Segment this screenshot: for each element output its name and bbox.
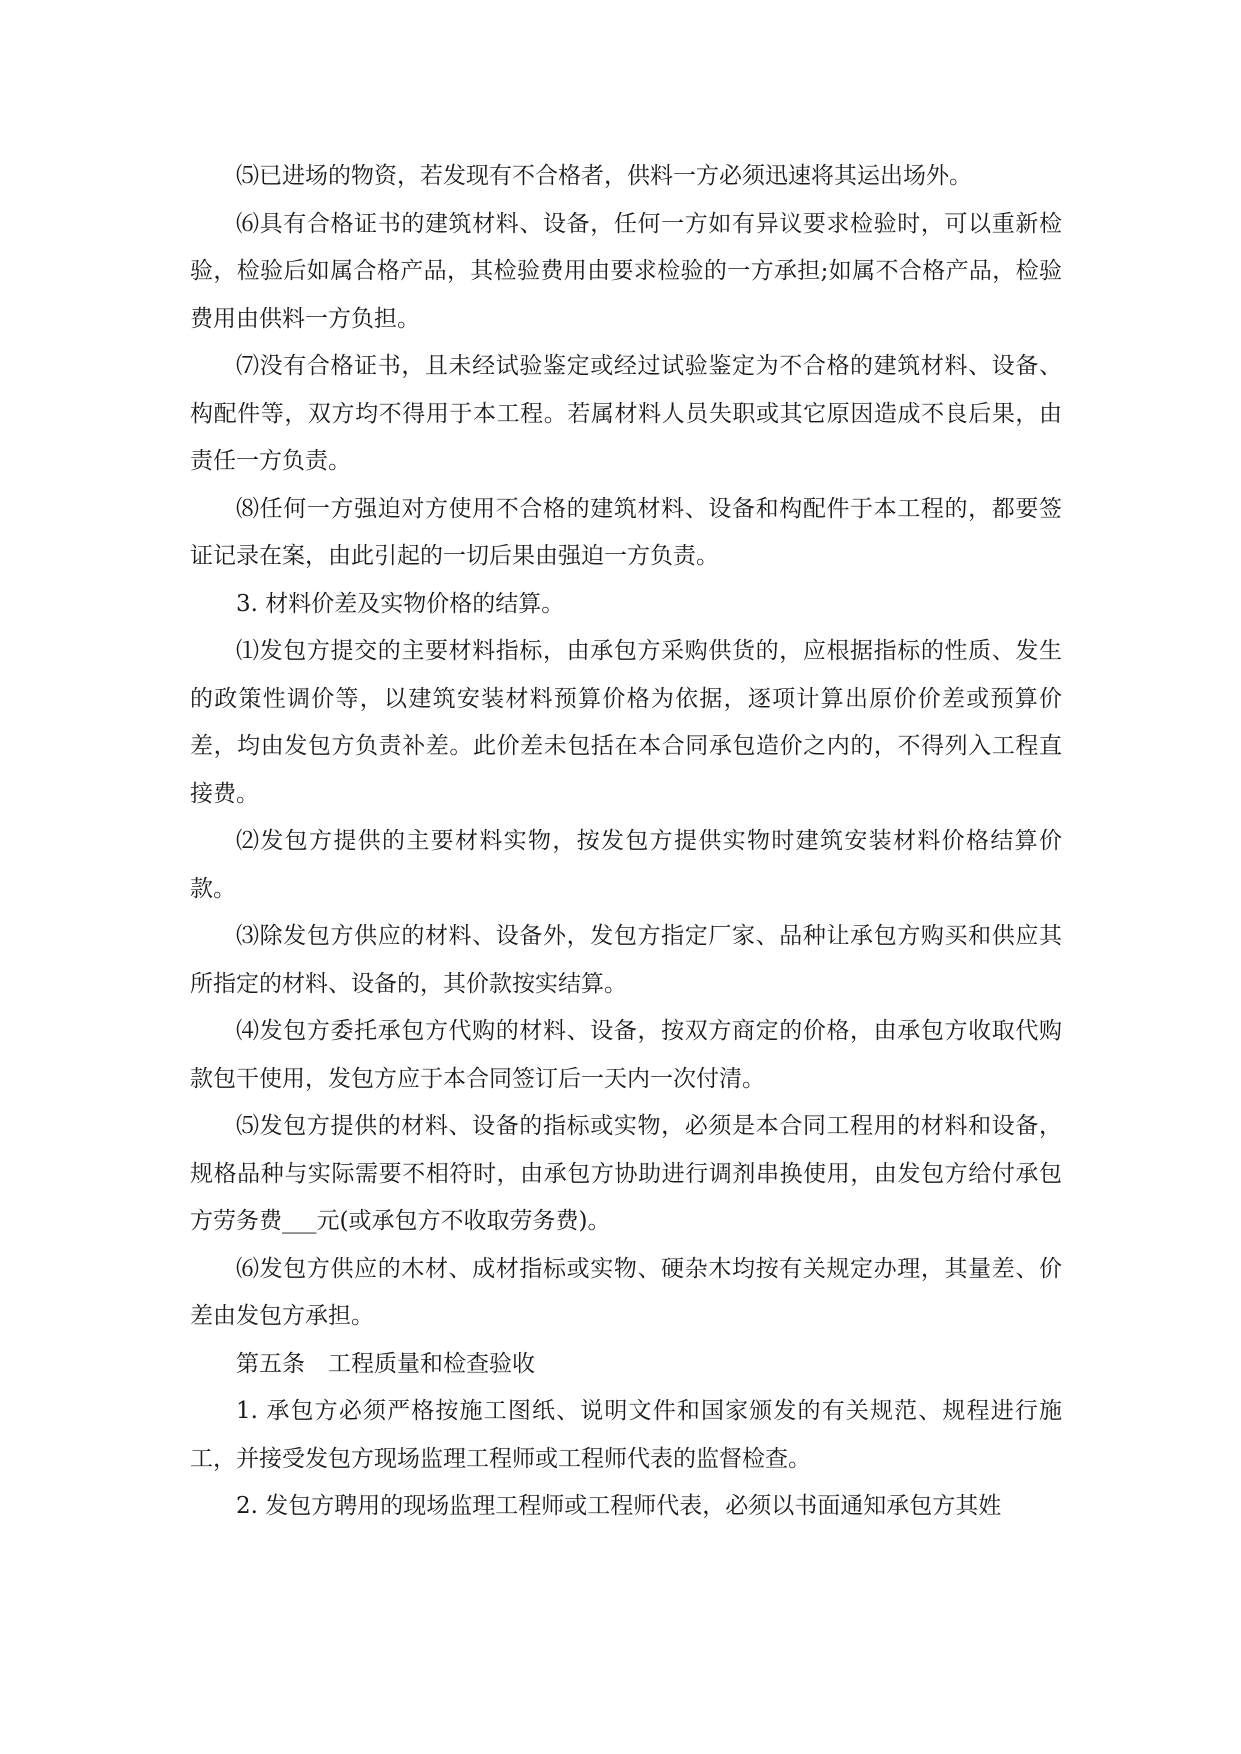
paragraph-item-6: ⑹具有合格证书的建筑材料、设备，任何一方如有异议要求检验时，可以重新检验，检验后如属合格产品，其检验费用由要求检验的一方承担;如属不合格产品，检验费用由供料一方负担。 (190, 210, 1062, 332)
paragraph-item-7: ⑺没有合格证书，且未经试验鉴定或经过试验鉴定为不合格的建筑材料、设备、构配件等，双方均不得用于本工程。若属材料人员失职或其它原因造成不良后果，由责任一方负责。 (190, 353, 1062, 474)
paragraph-quality-2: 2. 发包方聘用的现场监理工程师或工程师代表，必须以书面通知承包方其姓 (236, 1493, 1002, 1519)
paragraph-item-8: ⑻任何一方强迫对方使用不合格的建筑材料、设备和构配件于本工程的，都要签证记录在案，由此引起的一切后果由强迫一方负责。 (190, 495, 1062, 569)
paragraph-quality-1: 1. 承包方必须严格按施工图纸、说明文件和国家颁发的有关规范、规程进行施工，并接受发包方现场监理工程师或工程师代表的监督检查。 (190, 1398, 1062, 1472)
document-body (190, 153, 1062, 1531)
paragraph-price-5: ⑸发包方提供的材料、设备的指标或实物，必须是本合同工程用的材料和设备，规格品种与实际需要不相符时，由承包方协助进行调剂串换使用，由发包方给付承包方劳务费___元(或承包方不收取劳务费)。 (190, 1113, 1062, 1234)
section-heading-material-price: 3. 材料价差及实物价格的结算。 (236, 590, 565, 617)
paragraph-price-4: ⑷发包方委托承包方代购的材料、设备，按双方商定的价格，由承包方收取代购款包干使用，发包方应于本合同签订后一天内一次付清。 (190, 1018, 1062, 1092)
paragraph-item-5: ⑸已进场的物资，若发现有不合格者，供料一方必须迅速将其运出场外。 (236, 163, 972, 189)
paragraph-price-3: ⑶除发包方供应的材料、设备外，发包方指定厂家、品种让承包方购买和供应其所指定的材料、设备的，其价款按实结算。 (190, 923, 1062, 997)
paragraph-price-1: ⑴发包方提交的主要材料指标，由承包方采购供货的，应根据指标的性质、发生的政策性调价等，以建筑安装材料预算价格为依据，逐项计算出原价价差或预算价差，均由发包方负责补差。此价差未包括在本合同承包造价之内的，不得列入工程直接费。 (190, 638, 1062, 807)
paragraph-price-2: ⑵发包方提供的主要材料实物，按发包方提供实物时建筑安装材料价格结算价款。 (190, 828, 1062, 902)
paragraph-price-6: ⑹发包方供应的木材、成材指标或实物、硬杂木均按有关规定办理，其量差、价差由发包方承担。 (190, 1255, 1062, 1329)
article-heading-5: 第五条 工程质量和检查验收 (236, 1350, 535, 1377)
